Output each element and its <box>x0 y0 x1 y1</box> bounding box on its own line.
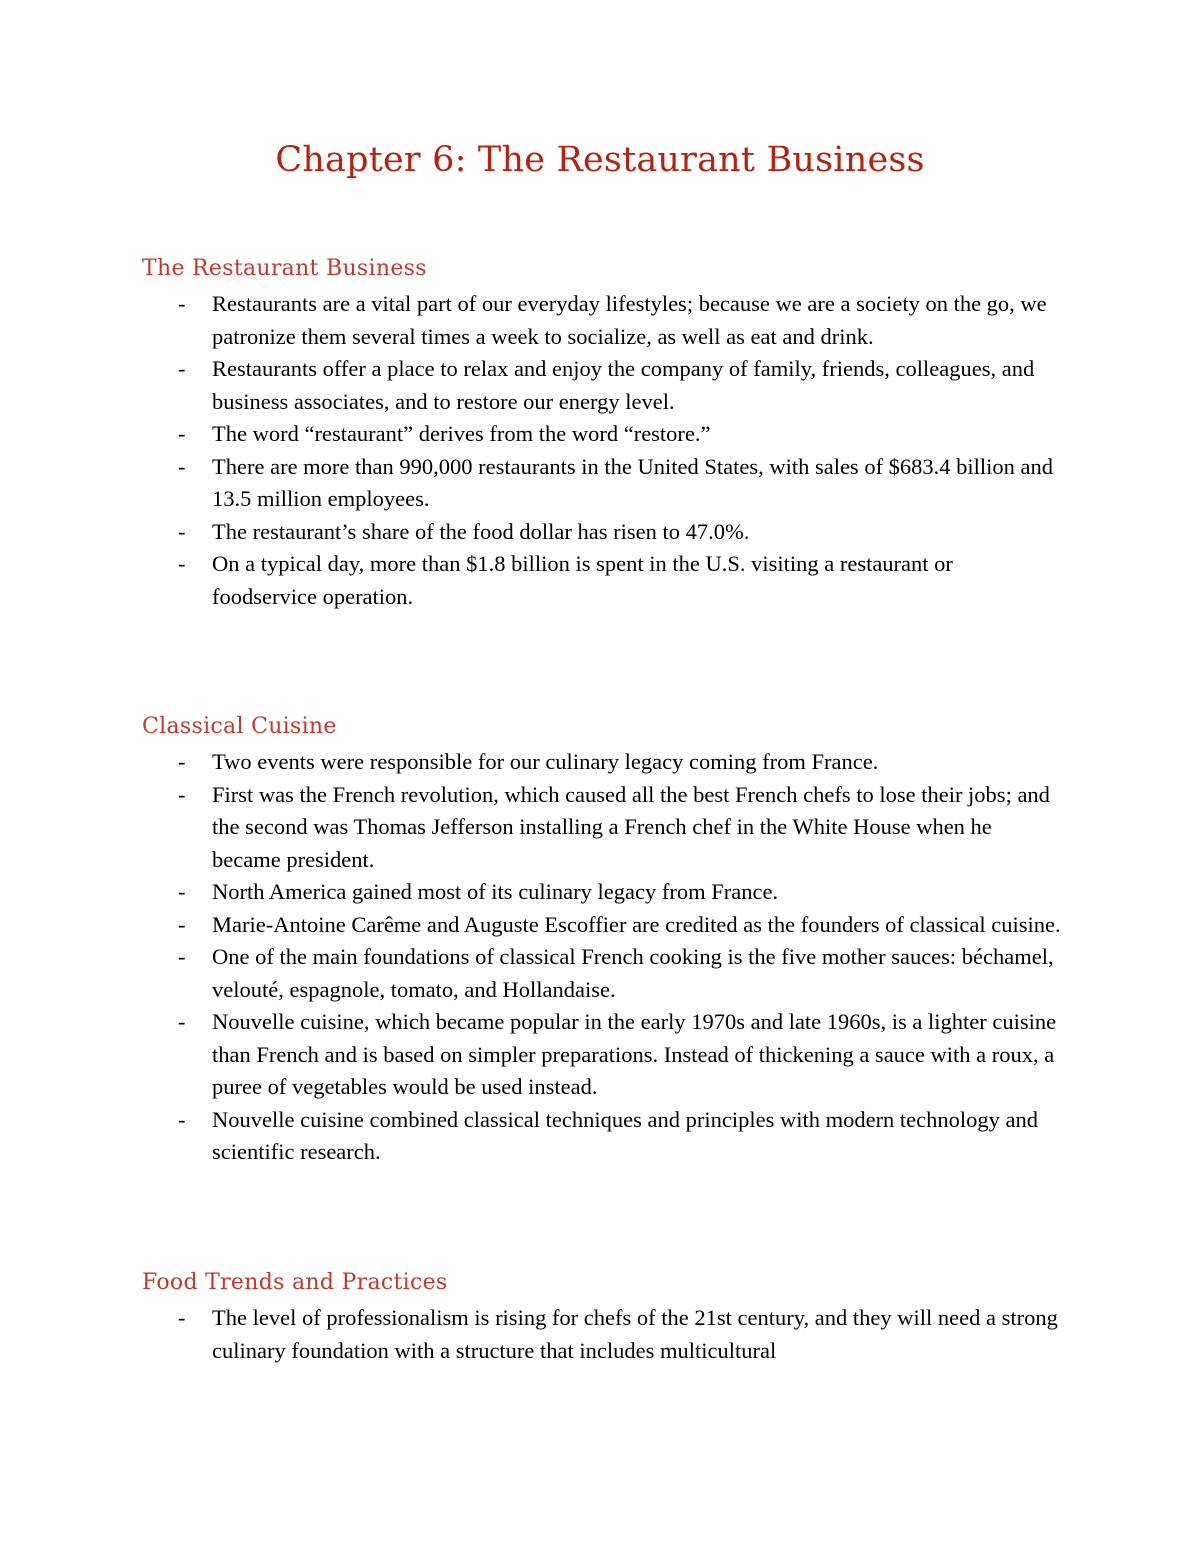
list-item-text: The level of professionalism is rising for chefs of the 21st century, and they will need a strong culinary foundation with a structure that includes multicultural <box>212 1305 1058 1363</box>
dash-bullet: - <box>178 518 186 544</box>
dash-bullet: - <box>178 879 186 904</box>
dash-bullet: - <box>178 749 186 774</box>
list-item <box>142 1302 1062 1367</box>
list-item-text: Restaurants offer a place to relax and enjoy the company of family, friends, colleagues, and business associates, and to restore our energy level. <box>212 356 1035 414</box>
list-item <box>142 876 1062 909</box>
list-item-text: Nouvelle cuisine, which became popular in the early 1970s and late 1960s, is a lighter cuisine than French and is based on simpler preparations. Instead of thickening a sauce with a roux, a puree of vegetables would be used instead. <box>212 1009 1057 1099</box>
dash-bullet: - <box>178 781 186 807</box>
dash-bullet: - <box>178 1106 186 1132</box>
dash-bullet: - <box>178 421 186 446</box>
page-title: Chapter 6: The Restaurant Business <box>275 140 925 180</box>
list-item-text: North America gained most of its culinary legacy from France. <box>212 879 779 904</box>
list-item-text: On a typical day, more than $1.8 billion is spent in the U.S. visiting a restaurant or foodservice operation. <box>212 551 953 609</box>
section-food-trends <box>142 1268 1062 1367</box>
list-item-text: Two events were responsible for our culinary legacy coming from France. <box>212 749 879 774</box>
list-item <box>142 353 1062 418</box>
list-item <box>142 451 1062 516</box>
list-item <box>142 418 1062 451</box>
dash-bullet: - <box>178 1009 186 1034</box>
dash-bullet: - <box>178 291 186 316</box>
bullet-list <box>142 1302 1062 1367</box>
dash-bullet: - <box>178 551 186 576</box>
dash-bullet: - <box>178 1305 186 1330</box>
section-classical-cuisine <box>142 712 1062 1169</box>
bullet-list <box>142 746 1062 1169</box>
bullet-list <box>142 288 1062 613</box>
dash-bullet: - <box>178 944 186 969</box>
list-item <box>142 516 1062 549</box>
list-item-text: Restaurants are a vital part of our everyday lifestyles; because we are a society on the go, we patronize them several times a week to socialize, as well as eat and drink. <box>212 291 1047 349</box>
list-item <box>142 548 1062 613</box>
list-item-text: There are more than 990,000 restaurants in the United States, with sales of $683.4 billion and 13.5 million employees. <box>212 453 1054 511</box>
list-item <box>142 1104 1062 1169</box>
list-item <box>142 746 1062 779</box>
dash-bullet: - <box>178 453 186 479</box>
list-item <box>142 1006 1062 1104</box>
list-item-text: The restaurant’s share of the food dollar has risen to 47.0%. <box>212 518 750 544</box>
list-item-text: The word “restaurant” derives from the word “restore.” <box>212 421 711 446</box>
section-heading: Food Trends and Practices <box>142 1270 448 1295</box>
section-restaurant-business <box>142 254 1062 613</box>
list-item <box>142 779 1062 877</box>
list-item <box>142 909 1062 942</box>
list-item-text: Nouvelle cuisine combined classical techniques and principles with modern technology and scientific research. <box>212 1106 1039 1164</box>
dash-bullet: - <box>178 911 186 937</box>
list-item <box>142 941 1062 1006</box>
dash-bullet: - <box>178 356 186 381</box>
list-item-text: One of the main foundations of classical French cooking is the five mother sauces: béchamel, velouté, espagnole, tomato, and Hollandaise. <box>212 944 1054 1002</box>
section-heading: The Restaurant Business <box>142 256 427 281</box>
list-item-text: First was the French revolution, which caused all the best French chefs to lose their jobs; and the second was Thomas Jefferson installing a French chef in the White House when he became president. <box>212 781 1050 872</box>
section-heading: Classical Cuisine <box>142 714 337 739</box>
list-item-text: Marie-Antoine Carême and Auguste Escoffier are credited as the founders of classical cuisine. <box>212 911 1061 937</box>
list-item <box>142 288 1062 353</box>
